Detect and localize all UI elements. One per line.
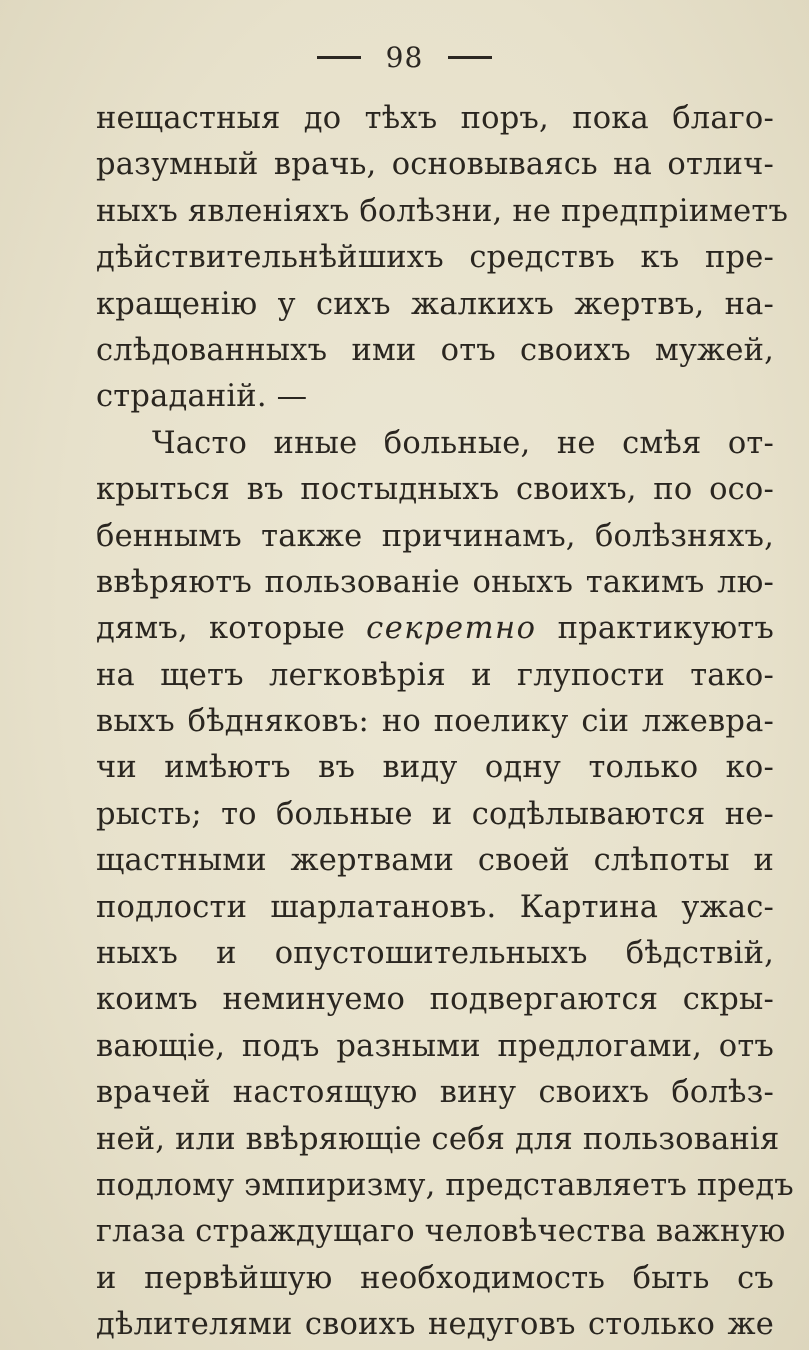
text-line: глаза страждущаго человѣчества важную (96, 1214, 786, 1250)
text-line: кращенію у сихъ жалкихъ жертвъ, на- (96, 286, 774, 322)
text-line: страданій. — (96, 379, 308, 415)
text-line: щастными жертвами своей слѣпоты и (96, 843, 774, 879)
text-line: ввѣряютъ пользованіе оныхъ такимъ лю- (96, 564, 774, 600)
text-line: врачей настоящую вину своихъ болѣз- (96, 1075, 774, 1111)
text-line: дѣлителями своихъ недуговъ столько же (96, 1307, 774, 1343)
text-line: ныхъ и опустошительныхъ бѣдствій, (96, 936, 774, 972)
text-line: слѣдованныхъ ими отъ своихъ мужей, (96, 332, 774, 368)
text-line-with-emphasis (96, 606, 774, 652)
body-text (96, 96, 794, 1349)
text-line: и первѣйшую необходимость быть съ (96, 1260, 774, 1296)
text-line: дѣйствительнѣйшихъ средствъ къ пре- (96, 240, 774, 276)
page-header (0, 38, 809, 74)
page-number: 98 (385, 40, 424, 74)
text-segment: дямъ, которые (96, 611, 345, 647)
text-line: нещастныя до тѣхъ поръ, пока благо- (96, 101, 774, 136)
text-line: ней, или ввѣряющіе себя для пользованія (96, 1121, 780, 1157)
header-dash-right (448, 56, 492, 59)
text-line: выхъ бѣдняковъ: но поелику сіи лжевра- (96, 704, 774, 740)
text-line: чи имѣютъ въ виду одну только ко- (96, 750, 774, 786)
text-line: крыться въ постыдныхъ своихъ, по осо- (96, 472, 774, 508)
text-segment: практикуютъ (557, 611, 774, 647)
text-line: коимъ неминуемо подвергаются скры- (96, 982, 774, 1018)
text-line: вающіе, подъ разными предлогами, отъ (96, 1028, 774, 1064)
text-line: подлому эмпиризму, представляетъ предъ (96, 1167, 794, 1203)
text-line: ныхъ явленіяхъ болѣзни, не предпріиметъ (96, 193, 789, 229)
text-line: Часто иные больные, не смѣя от- (152, 425, 774, 461)
header-dash-left (317, 56, 361, 59)
text-line: беннымъ также причинамъ, болѣзняхъ, (96, 518, 774, 554)
text-line: подлости шарлатановъ. Картина ужас- (96, 889, 774, 925)
text-line: на щетъ легковѣрія и глупости тако- (96, 657, 774, 693)
text-line: разумный врачь, основываясь на отлич- (96, 147, 774, 183)
emphasized-word: секретно (366, 611, 537, 647)
text-line: рысть; то больные и содѣлываются не- (96, 796, 774, 832)
